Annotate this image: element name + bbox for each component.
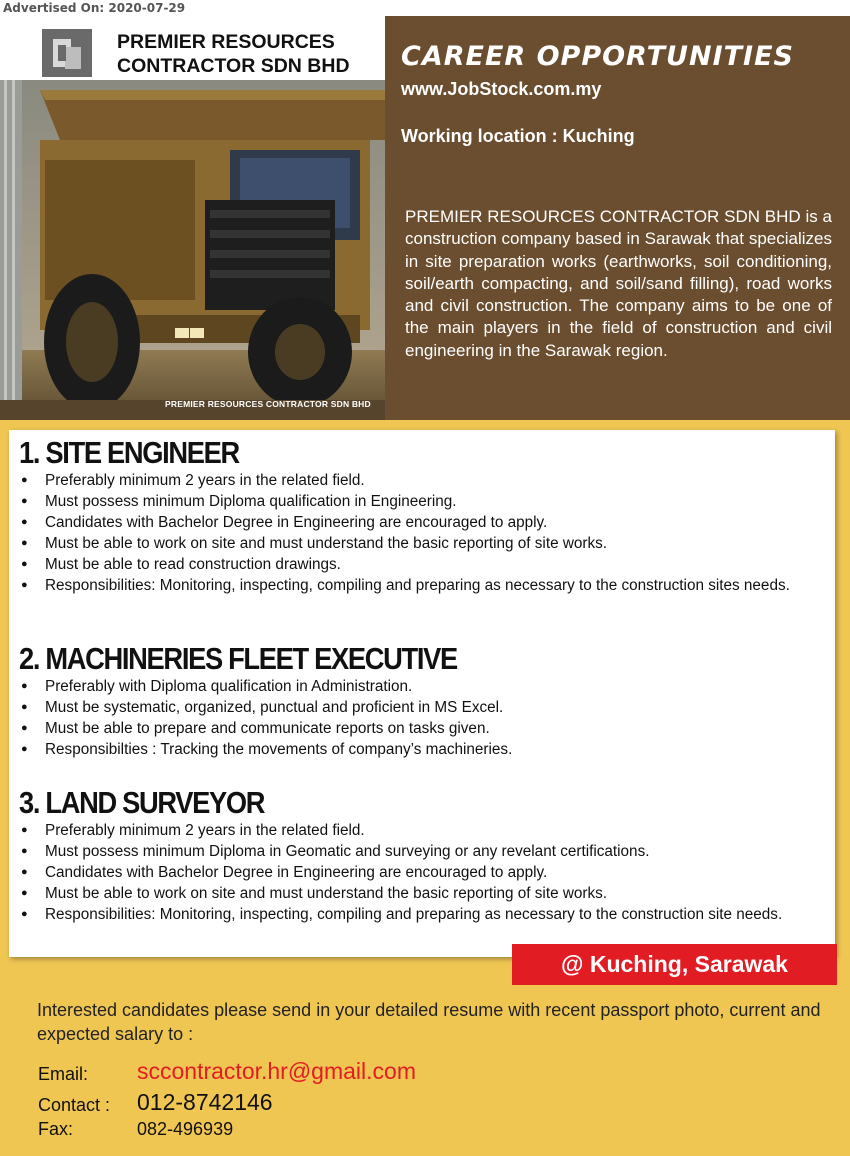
- advertised-on-bar: [0, 0, 850, 17]
- photo-caption: PREMIER RESOURCES CONTRACTOR SDN BHD: [165, 399, 371, 409]
- job-land-surveyor: [19, 786, 825, 925]
- application-instructions: Interested candidates please send in your detailed resume with recent passport photo, current and expected salary to :: [37, 1000, 821, 1044]
- list-item: ● Candidates with Bachelor Degree in Engineering are encouraged to apply.: [19, 512, 825, 533]
- company-description: PREMIER RESOURCES CONTRACTOR SDN BHD is a construction company based in Sarawak that specializes in site preparation works (earthworks, soil conditioning, soil/earth compacting, and soil/sand filling), road works and civil construction. The company aims to be one of the main players in the field of construction and civil engineering in the Sarawak region.: [405, 207, 832, 360]
- job-title: 3. LAND SURVEYOR: [19, 785, 265, 820]
- list-item: ● Responsibilties : Tracking the movements of company’s machineries.: [19, 739, 825, 760]
- company-name-line2: CONTRACTOR SDN BHD: [117, 55, 350, 77]
- list-item: ● Must possess minimum Diploma in Geomatic and surveying or any revelant certifications.: [19, 841, 825, 862]
- job-site-engineer: [19, 436, 825, 596]
- list-item: ● Must be able to work on site and must understand the basic reporting of site works.: [19, 533, 825, 554]
- dump-truck-photo: [0, 80, 385, 420]
- list-item: ● Preferably with Diploma qualification in Administration.: [19, 676, 825, 697]
- advertised-on-text: Advertised On: 2020-07-29: [3, 1, 186, 15]
- email-row: [38, 1064, 88, 1085]
- working-location: Working location : Kuching: [401, 126, 635, 146]
- company-header-band: [0, 16, 385, 80]
- job-requirements-list: [19, 820, 825, 925]
- career-header-panel: [385, 16, 850, 420]
- job-machineries-fleet-executive: [19, 642, 825, 760]
- email-link[interactable]: sccontractor.hr@gmail.com: [137, 1058, 416, 1084]
- fax-number: 082-496939: [137, 1119, 234, 1139]
- email-label: Email:: [38, 1064, 89, 1084]
- jobs-card: [9, 430, 835, 957]
- list-item: ● Must be able to read construction drawings.: [19, 554, 825, 575]
- contact-row: [38, 1095, 110, 1116]
- list-item: ● Must be able to prepare and communicate reports on tasks given.: [19, 718, 825, 739]
- job-requirements-list: [19, 470, 825, 596]
- contact-number[interactable]: 012-8742146: [137, 1089, 273, 1115]
- list-item: ● Must be systematic, organized, punctual and proficient in MS Excel.: [19, 697, 825, 718]
- fax-label: Fax:: [38, 1119, 74, 1139]
- list-item: ● Candidates with Bachelor Degree in Engineering are encouraged to apply.: [19, 862, 825, 883]
- list-item: ● Preferably minimum 2 years in the related field.: [19, 470, 825, 491]
- job-title: 2. MACHINERIES FLEET EXECUTIVE: [19, 641, 457, 676]
- list-item: ● Must be able to work on site and must understand the basic reporting of site works.: [19, 883, 825, 904]
- fax-row: [38, 1119, 73, 1140]
- website-link[interactable]: www.JobStock.com.my: [401, 79, 602, 99]
- list-item: ● Must possess minimum Diploma qualification in Engineering.: [19, 491, 825, 512]
- list-item: ● Responsibilities: Monitoring, inspecting, compiling and preparing as necessary to the construction sites needs.: [19, 575, 825, 596]
- company-photo-panel: [0, 16, 385, 420]
- company-name-line1: PREMIER RESOURCES: [117, 31, 335, 53]
- career-title: CAREER OPPORTUNITIES: [401, 41, 794, 72]
- job-requirements-list: [19, 676, 825, 760]
- list-item: ● Responsibilities: Monitoring, inspecting, compiling and preparing as necessary to the construction site needs.: [19, 904, 825, 925]
- list-item: ● Preferably minimum 2 years in the related field.: [19, 820, 825, 841]
- job-title: 1. SITE ENGINEER: [19, 435, 239, 470]
- company-name: [117, 30, 350, 78]
- company-logo-icon: [42, 29, 92, 77]
- contact-label: Contact :: [38, 1095, 111, 1115]
- location-badge: @ Kuching, Sarawak: [512, 944, 837, 985]
